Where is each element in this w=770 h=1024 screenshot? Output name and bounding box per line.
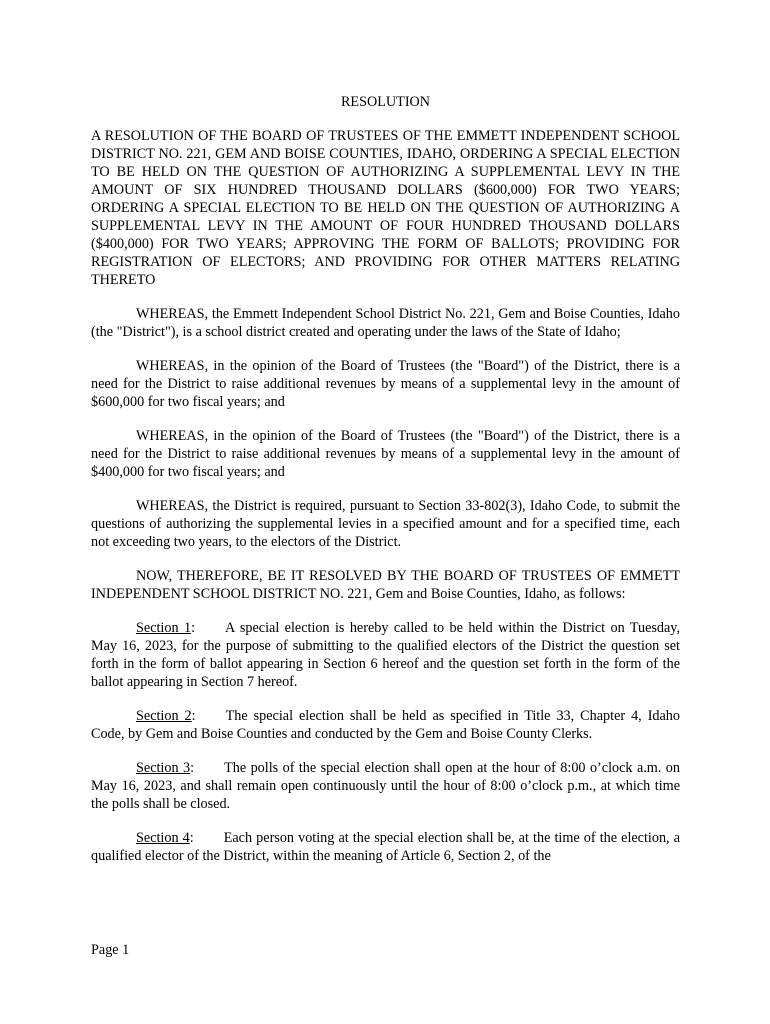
- section-paragraph: Section 4: Each person voting at the special election shall be, at the time of the election, a qualified elector of the District, within the meaning of Article 6, Section 2, of the: [91, 830, 680, 864]
- whereas-paragraph: WHEREAS, in the opinion of the Board of Trustees (the "Board") of the District, there is a need for the District to raise additional revenues by means of a supplemental levy in the amount of $600,000 for two fiscal years; and: [91, 358, 680, 410]
- resolution-heading: A RESOLUTION OF THE BOARD OF TRUSTEES OF THE EMMETT INDEPENDENT SCHOOL DISTRICT NO. 221, GEM AND BOISE COUNTIES, IDAHO, ORDERING A SPECIAL ELECTION TO BE HELD ON THE QUESTION OF AUTHORIZING A SUPPLEMENTAL LEVY IN THE AMOUNT OF SIX HUNDRED THOUSAND DOLLARS ($600,000) FOR TWO YEARS; ORDERING A SPECIAL ELECTION TO BE HELD ON THE QUESTION OF AUTHORIZING A SUPPLEMENTAL LEVY IN THE AMOUNT OF FOUR HUNDRED THOUSAND DOLLARS ($400,000) FOR TWO YEARS; APPROVING THE FORM OF BALLOTS; PROVIDING FOR REGISTRATION OF ELECTORS; AND PROVIDING FOR OTHER MATTERS RELATING THERETO: [91, 128, 680, 288]
- whereas-paragraph: WHEREAS, the Emmett Independent School District No. 221, Gem and Boise Counties, Idaho (the "District"), is a school district created and operating under the laws of the State of Idaho;: [91, 306, 680, 340]
- whereas-paragraph: WHEREAS, in the opinion of the Board of Trustees (the "Board") of the District, there is a need for the District to raise additional revenues by means of a supplemental levy in the amount of $400,000 for two fiscal years; and: [91, 428, 680, 480]
- section-label: Section 3: [136, 760, 191, 776]
- section-text: The special election shall be held as specified in Title 33, Chapter 4, Idaho Code, by Gem and Boise Counties and conducted by the Gem and Boise County Clerks.: [91, 708, 680, 742]
- section-text: A special election is hereby called to be held within the District on Tuesday, May 16, 2023, for the purpose of submitting to the qualified electors of the District the question set forth in the form of ballot appearing in Section 6 hereof and the question set forth in the form of the ballot appearing in Section 7 hereof.: [91, 620, 681, 690]
- section-label: Section 1: [136, 620, 192, 636]
- section-label: Section 4: [136, 830, 190, 846]
- document-page: [91, 93, 680, 881]
- whereas-paragraph: WHEREAS, the District is required, pursuant to Section 33-802(3), Idaho Code, to submit the questions of authorizing the supplemental levies in a specified amount and for a specified time, each not exceeding two years, to the electors of the District.: [91, 498, 680, 550]
- section-paragraph: Section 2: The special election shall be held as specified in Title 33, Chapter 4, Idaho Code, by Gem and Boise Counties and conducted by the Gem and Boise County Clerks.: [91, 708, 680, 742]
- section-paragraph: Section 3: The polls of the special election shall open at the hour of 8:00 o’clock a.m. on May 16, 2023, and shall remain open continuously until the hour of 8:00 o’clock p.m., at which time the polls shall be closed.: [91, 760, 680, 812]
- section-paragraph: Section 1: A special election is hereby called to be held within the District on Tuesday, May 16, 2023, for the purpose of submitting to the qualified electors of the District the question set forth in the form of ballot appearing in Section 6 hereof and the question set forth in the form of the ballot appearing in Section 7 hereof.: [91, 620, 681, 690]
- document-title: RESOLUTION: [340, 94, 431, 110]
- section-text: The polls of the special election shall open at the hour of 8:00 o’clock a.m. on May 16, 2023, and shall remain open continuously until the hour of 8:00 o’clock p.m., at which time the polls shall be closed.: [91, 760, 680, 812]
- section-label: Section 2: [136, 708, 192, 724]
- page-number: Page 1: [91, 942, 130, 958]
- section-text: Each person voting at the special election shall be, at the time of the election, a qualified elector of the District, within the meaning of Article 6, Section 2, of the: [91, 830, 680, 864]
- resolved-paragraph: NOW, THEREFORE, BE IT RESOLVED BY THE BOARD OF TRUSTEES OF EMMETT INDEPENDENT SCHOOL DISTRICT NO. 221, Gem and Boise Counties, Idaho, as follows:: [91, 568, 680, 602]
